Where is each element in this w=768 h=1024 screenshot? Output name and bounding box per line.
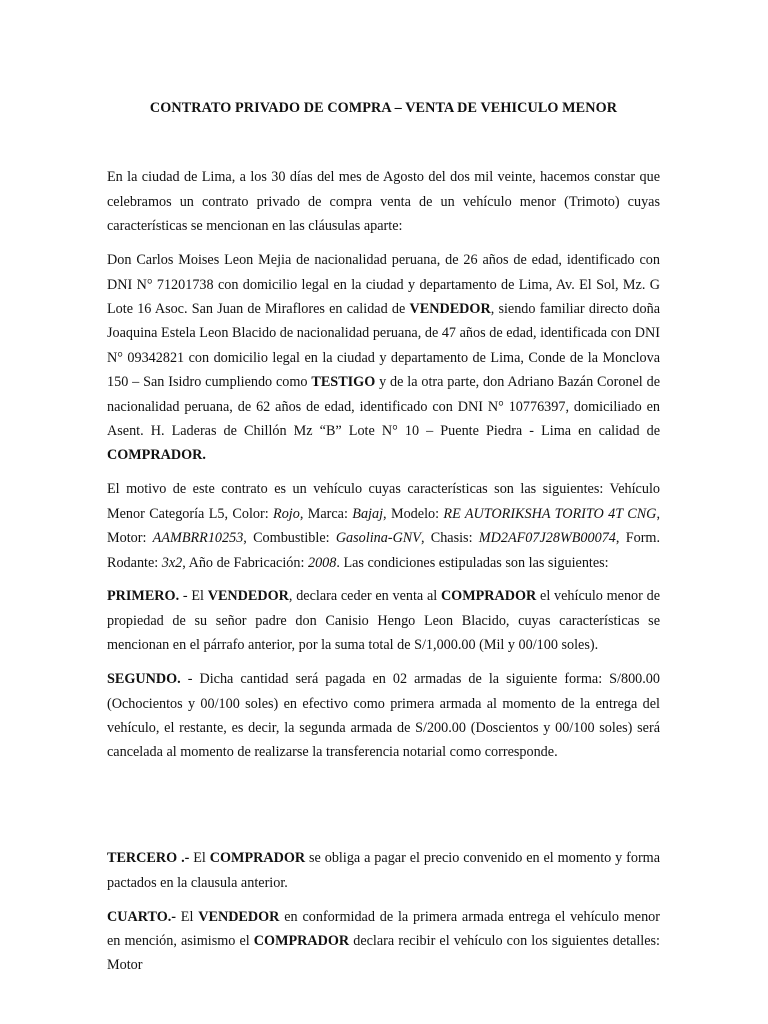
cuarto-label: CUARTO.- bbox=[107, 908, 176, 925]
primero-vendedor: VENDEDOR bbox=[207, 588, 289, 605]
vehicle-modelo: RE AUTORIKSHA TORITO 4T CNG bbox=[443, 505, 657, 522]
vehicle-text-6: , Chasis: bbox=[420, 530, 479, 547]
primero-text-1: - El bbox=[179, 588, 208, 605]
vendedor-term: VENDEDOR bbox=[409, 300, 491, 317]
primero-label: PRIMERO. bbox=[107, 588, 180, 605]
cuarto-comprador: COMPRADOR bbox=[253, 932, 350, 949]
vehicle-text-4: , Motor: bbox=[107, 505, 660, 547]
parties-text-3: y de la otra parte, don Adriano Bazán Coronel de nacionalidad peruana, de 62 años de edad, identificado con DNI N° 10776397, domiciliado en Asent. H. Laderas de Chillón Mz “B” Lote N° 10 – Puente Piedra - Lima en calidad de bbox=[107, 374, 660, 439]
cuarto-text-3: declara recibir el vehículo con los siguientes detalles: Motor bbox=[107, 932, 661, 974]
primero-text-2: , declara ceder en venta al bbox=[288, 588, 441, 605]
vehicle-rodante: 3x2 bbox=[161, 554, 183, 571]
intro-paragraph: En la ciudad de Lima, a los 30 días del mes de Agosto del dos mil veinte, hacemos constar que celebramos un contrato privado de compra venta de un vehículo menor (Trimoto) cuyas características se mencionan en las cláusulas aparte: bbox=[107, 169, 660, 235]
vehicle-marca: Bajaj bbox=[352, 505, 384, 522]
parties-paragraph bbox=[107, 248, 660, 468]
vehicle-text-8: , Año de Fabricación: bbox=[182, 554, 308, 571]
segundo-label: SEGUNDO. bbox=[107, 671, 181, 688]
vehicle-color: Rojo bbox=[273, 505, 300, 522]
primero-comprador: COMPRADOR bbox=[440, 588, 537, 605]
cuarto-text-2: en conformidad de la primera armada entrega el vehículo menor en mención, asimismo el bbox=[107, 908, 660, 949]
cuarto-vendedor: VENDEDOR bbox=[198, 908, 280, 925]
tercero-text-1: El bbox=[189, 850, 210, 867]
blank-space bbox=[107, 774, 660, 846]
vehicle-anio: 2008 bbox=[307, 554, 337, 571]
comprador-term: COMPRADOR. bbox=[107, 447, 206, 464]
cuarto-text-1: El bbox=[176, 908, 199, 925]
vehicle-motor: AAMBRR10253 bbox=[152, 530, 244, 547]
clause-tercero bbox=[107, 846, 660, 895]
vehicle-text-2: , Marca: bbox=[299, 505, 353, 522]
vehicle-text-1: El motivo de este contrato es un vehículo cuyas características son las siguientes: Vehículo Menor Categoría L5, Color: bbox=[107, 481, 660, 522]
vehicle-paragraph bbox=[107, 477, 660, 575]
vehicle-chasis: MD2AF07J28WB00074 bbox=[478, 530, 616, 547]
clause-segundo bbox=[107, 667, 660, 765]
segundo-text-1: - Dicha cantidad será pagada en 02 armadas de la siguiente forma: S/800.00 (Ochocientos y 00/100 soles) en efectivo como primera armada al momento de la entrega del vehículo, el restante, es decir, la segunda armada de S/200.00 (Doscientos y 00/100 soles) será cancelada al momento de realizarse la transferencia notarial como corresponde. bbox=[107, 671, 660, 761]
tercero-text-2: se obliga a pagar el precio convenido en el momento y forma pactados en la clausula anterior. bbox=[107, 850, 661, 891]
vehicle-text-9: . Las condiciones estipuladas son las siguientes: bbox=[336, 554, 609, 571]
vehicle-text-7: , Form. Rodante: bbox=[107, 530, 660, 571]
tercero-comprador: COMPRADOR bbox=[209, 850, 306, 867]
testigo-term: TESTIGO bbox=[311, 374, 376, 391]
vehicle-text-3: , Modelo: bbox=[383, 505, 444, 522]
vehicle-combustible: Gasolina-GNV bbox=[335, 530, 421, 547]
tercero-label: TERCERO .- bbox=[107, 850, 190, 867]
parties-text-1: Don Carlos Moises Leon Mejia de nacionalidad peruana, de 26 años de edad, identificado con DNI N° 71201738 con domicilio legal en la ciudad y departamento de Lima, Av. El Sol, Mz. G Lote 16 Asoc. San Juan de Miraflores en calidad de bbox=[107, 252, 660, 317]
clause-primero bbox=[107, 584, 660, 657]
primero-text-3: el vehículo menor de propiedad de su señor padre don Canisio Hengo Leon Blacido, cuyas características se mencionan en el párrafo anterior, por la suma total de S/1,000.00 (Mil y 00/100 soles). bbox=[107, 588, 660, 654]
clause-cuarto bbox=[107, 905, 660, 978]
document-page bbox=[107, 96, 660, 987]
document-title: CONTRATO PRIVADO DE COMPRA – VENTA DE VEHICULO MENOR bbox=[149, 100, 618, 116]
parties-text-2: , siendo familiar directo doña Joaquina Estela Leon Blacido de nacionalidad peruana, de 47 años de edad, identificada con DNI N° 09342821 con domicilio legal en la ciudad y departamento de Lima, Conde de la Monclova 150 – San Isidro cumpliendo como bbox=[107, 300, 660, 391]
vehicle-text-5: , Combustible: bbox=[243, 530, 336, 547]
